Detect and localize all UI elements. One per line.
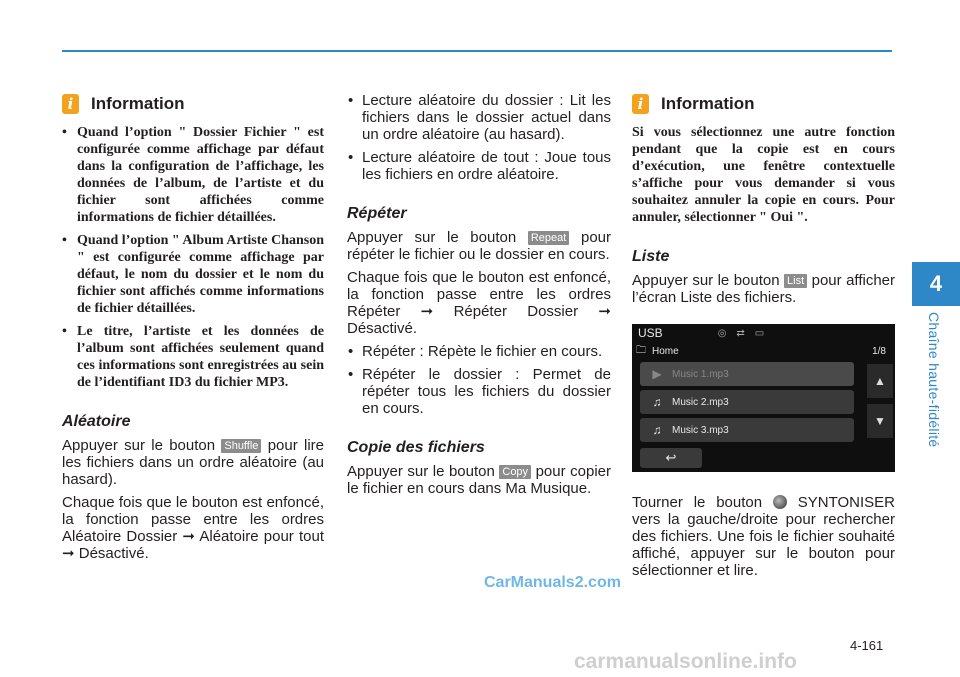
- watermark: CarManuals2.com: [484, 574, 621, 591]
- scroll-up-button[interactable]: [867, 364, 893, 398]
- list-item: • Répéter le dossier : Permet de répéter tous les fichiers du dossier en cours.: [347, 366, 611, 417]
- text: pour copier le fichier en cours dans Ma Musique.: [347, 463, 611, 497]
- list-item: • Lecture aléatoire du dossier : Lit les fichiers dans le dossier actuel dans un ordre aléatoire (au hasard).: [347, 92, 611, 143]
- text: pour lire les fichiers dans un ordre aléatoire (au hasard).: [62, 437, 324, 488]
- file-name: Music 3.mp3: [672, 424, 729, 436]
- arrow-down-icon: ▼: [874, 414, 886, 428]
- shuffle-mode-list: [347, 92, 611, 183]
- knob-label: SYNTONISER: [797, 494, 896, 511]
- section-heading-copie: Copie des fichiers: [347, 439, 485, 456]
- text: pour afficher l’écran Liste des fichiers.: [632, 272, 896, 306]
- repeat-button-label: Repeat: [528, 231, 569, 245]
- info-header: [62, 92, 324, 116]
- info-title: Information: [91, 94, 185, 113]
- list-item: • Répéter : Répète le fichier en cours.: [347, 343, 611, 360]
- tune-knob-icon: [773, 495, 787, 509]
- info-text: Si vous sélectionnez une autre fonction pendant que la copie est en cours d’exécution, une fenêtre contextuelle s’affiche pour vous demander si vous souhaitez annuler la copie en cours. Pour annuler, sélectionner " Oui ".: [632, 125, 895, 225]
- chapter-number-tab: 4: [912, 262, 960, 306]
- section-heading-liste: Liste: [632, 248, 670, 265]
- text: Appuyer sur le bouton: [347, 463, 495, 480]
- info-item: • Le titre, l’artiste et les données de l’album sont affichées seulement quand ces informations sont enregistrées au sein de l’identifiant ID3 du fichier MP3.: [62, 323, 324, 391]
- text: vers la gauche/droite pour rechercher des fichiers. Une fois le fichier souhaité affiché, appuyer sur le bouton pour sélectionner et lire.: [632, 511, 895, 579]
- file-name: Music 2.mp3: [672, 396, 729, 408]
- info-item: • Quand l’option " Album Artiste Chanson " est configurée comme affichage par défaut, le nom du dossier et le nom du fichier sont affichés comme informations de fichier détaillées.: [62, 232, 324, 317]
- page-indicator: 1/8: [872, 345, 886, 357]
- text: Appuyer sur le bouton: [62, 437, 216, 454]
- column-middle: [347, 92, 611, 503]
- file-name: Music 1.mp3: [672, 368, 729, 380]
- paragraph: [632, 494, 895, 579]
- list-item: • Lecture aléatoire de tout : Joue tous les fichiers en ordre aléatoire.: [347, 149, 611, 183]
- chapter-title: Chaîne haute-fidélité: [926, 312, 942, 448]
- section-heading-repeter: Répéter: [347, 205, 407, 222]
- paragraph: [632, 272, 895, 306]
- file-row[interactable]: [640, 418, 854, 442]
- music-note-icon: ♫: [652, 395, 662, 409]
- site-watermark: carmanualsonline.info: [574, 650, 797, 673]
- repeat-mode-list: [347, 343, 611, 417]
- text: Appuyer sur le bouton: [632, 272, 780, 289]
- text: Appuyer sur le bouton: [347, 229, 517, 246]
- column-left: [62, 92, 324, 568]
- info-list: [62, 124, 324, 391]
- source-label: USB: [638, 326, 663, 340]
- status-icons: ◎⇄▭: [717, 327, 775, 339]
- column-right: [632, 92, 895, 585]
- paragraph: Chaque fois que le bouton est enfoncé, la fonction passe entre les ordres Répéter ➞ Répéter Dossier ➞ Désactivé.: [347, 269, 611, 337]
- file-row[interactable]: [640, 390, 854, 414]
- folder-icon: 🗀: [636, 344, 646, 356]
- section-heading-aleatoire: Aléatoire: [62, 413, 131, 430]
- paragraph: Chaque fois que le bouton est enfoncé, la fonction passe entre les ordres Aléatoire Dossier ➞ Aléatoire pour tout ➞ Désactivé.: [62, 494, 324, 562]
- paragraph: [347, 463, 611, 497]
- folder-label: Home: [652, 345, 679, 357]
- list-button-label: List: [784, 274, 807, 288]
- file-row[interactable]: [640, 362, 854, 386]
- paragraph: [347, 229, 611, 263]
- info-item: • Quand l’option " Dossier Fichier " est configurée comme affichage par défaut dans la configuration de l’affichage, les données de l’album, de l’artiste et du fichier sont affichées comme informations de fichier détaillées.: [62, 124, 324, 226]
- folder-row: [636, 344, 890, 358]
- back-button[interactable]: [640, 448, 702, 468]
- music-note-icon: ♫: [652, 423, 662, 437]
- info-header: [632, 92, 895, 116]
- page-number: 4-161: [850, 638, 884, 653]
- usb-file-list-screenshot: [632, 324, 895, 472]
- scroll-down-button[interactable]: [867, 404, 893, 438]
- screen-header: [632, 324, 895, 342]
- arrow-up-icon: ▲: [874, 374, 886, 388]
- info-icon: i: [62, 94, 79, 114]
- info-title: Information: [661, 94, 755, 113]
- back-arrow-icon: ↩: [665, 450, 677, 465]
- shuffle-button-label: Shuffle: [221, 439, 261, 453]
- info-icon: i: [632, 94, 649, 114]
- text: pour répéter le fichier ou le dossier en cours.: [347, 229, 612, 263]
- play-icon: ▶: [652, 367, 662, 381]
- top-rule: [62, 50, 892, 52]
- text: Tourner le bouton: [632, 494, 763, 511]
- paragraph: [62, 437, 324, 488]
- copy-button-label: Copy: [499, 465, 531, 479]
